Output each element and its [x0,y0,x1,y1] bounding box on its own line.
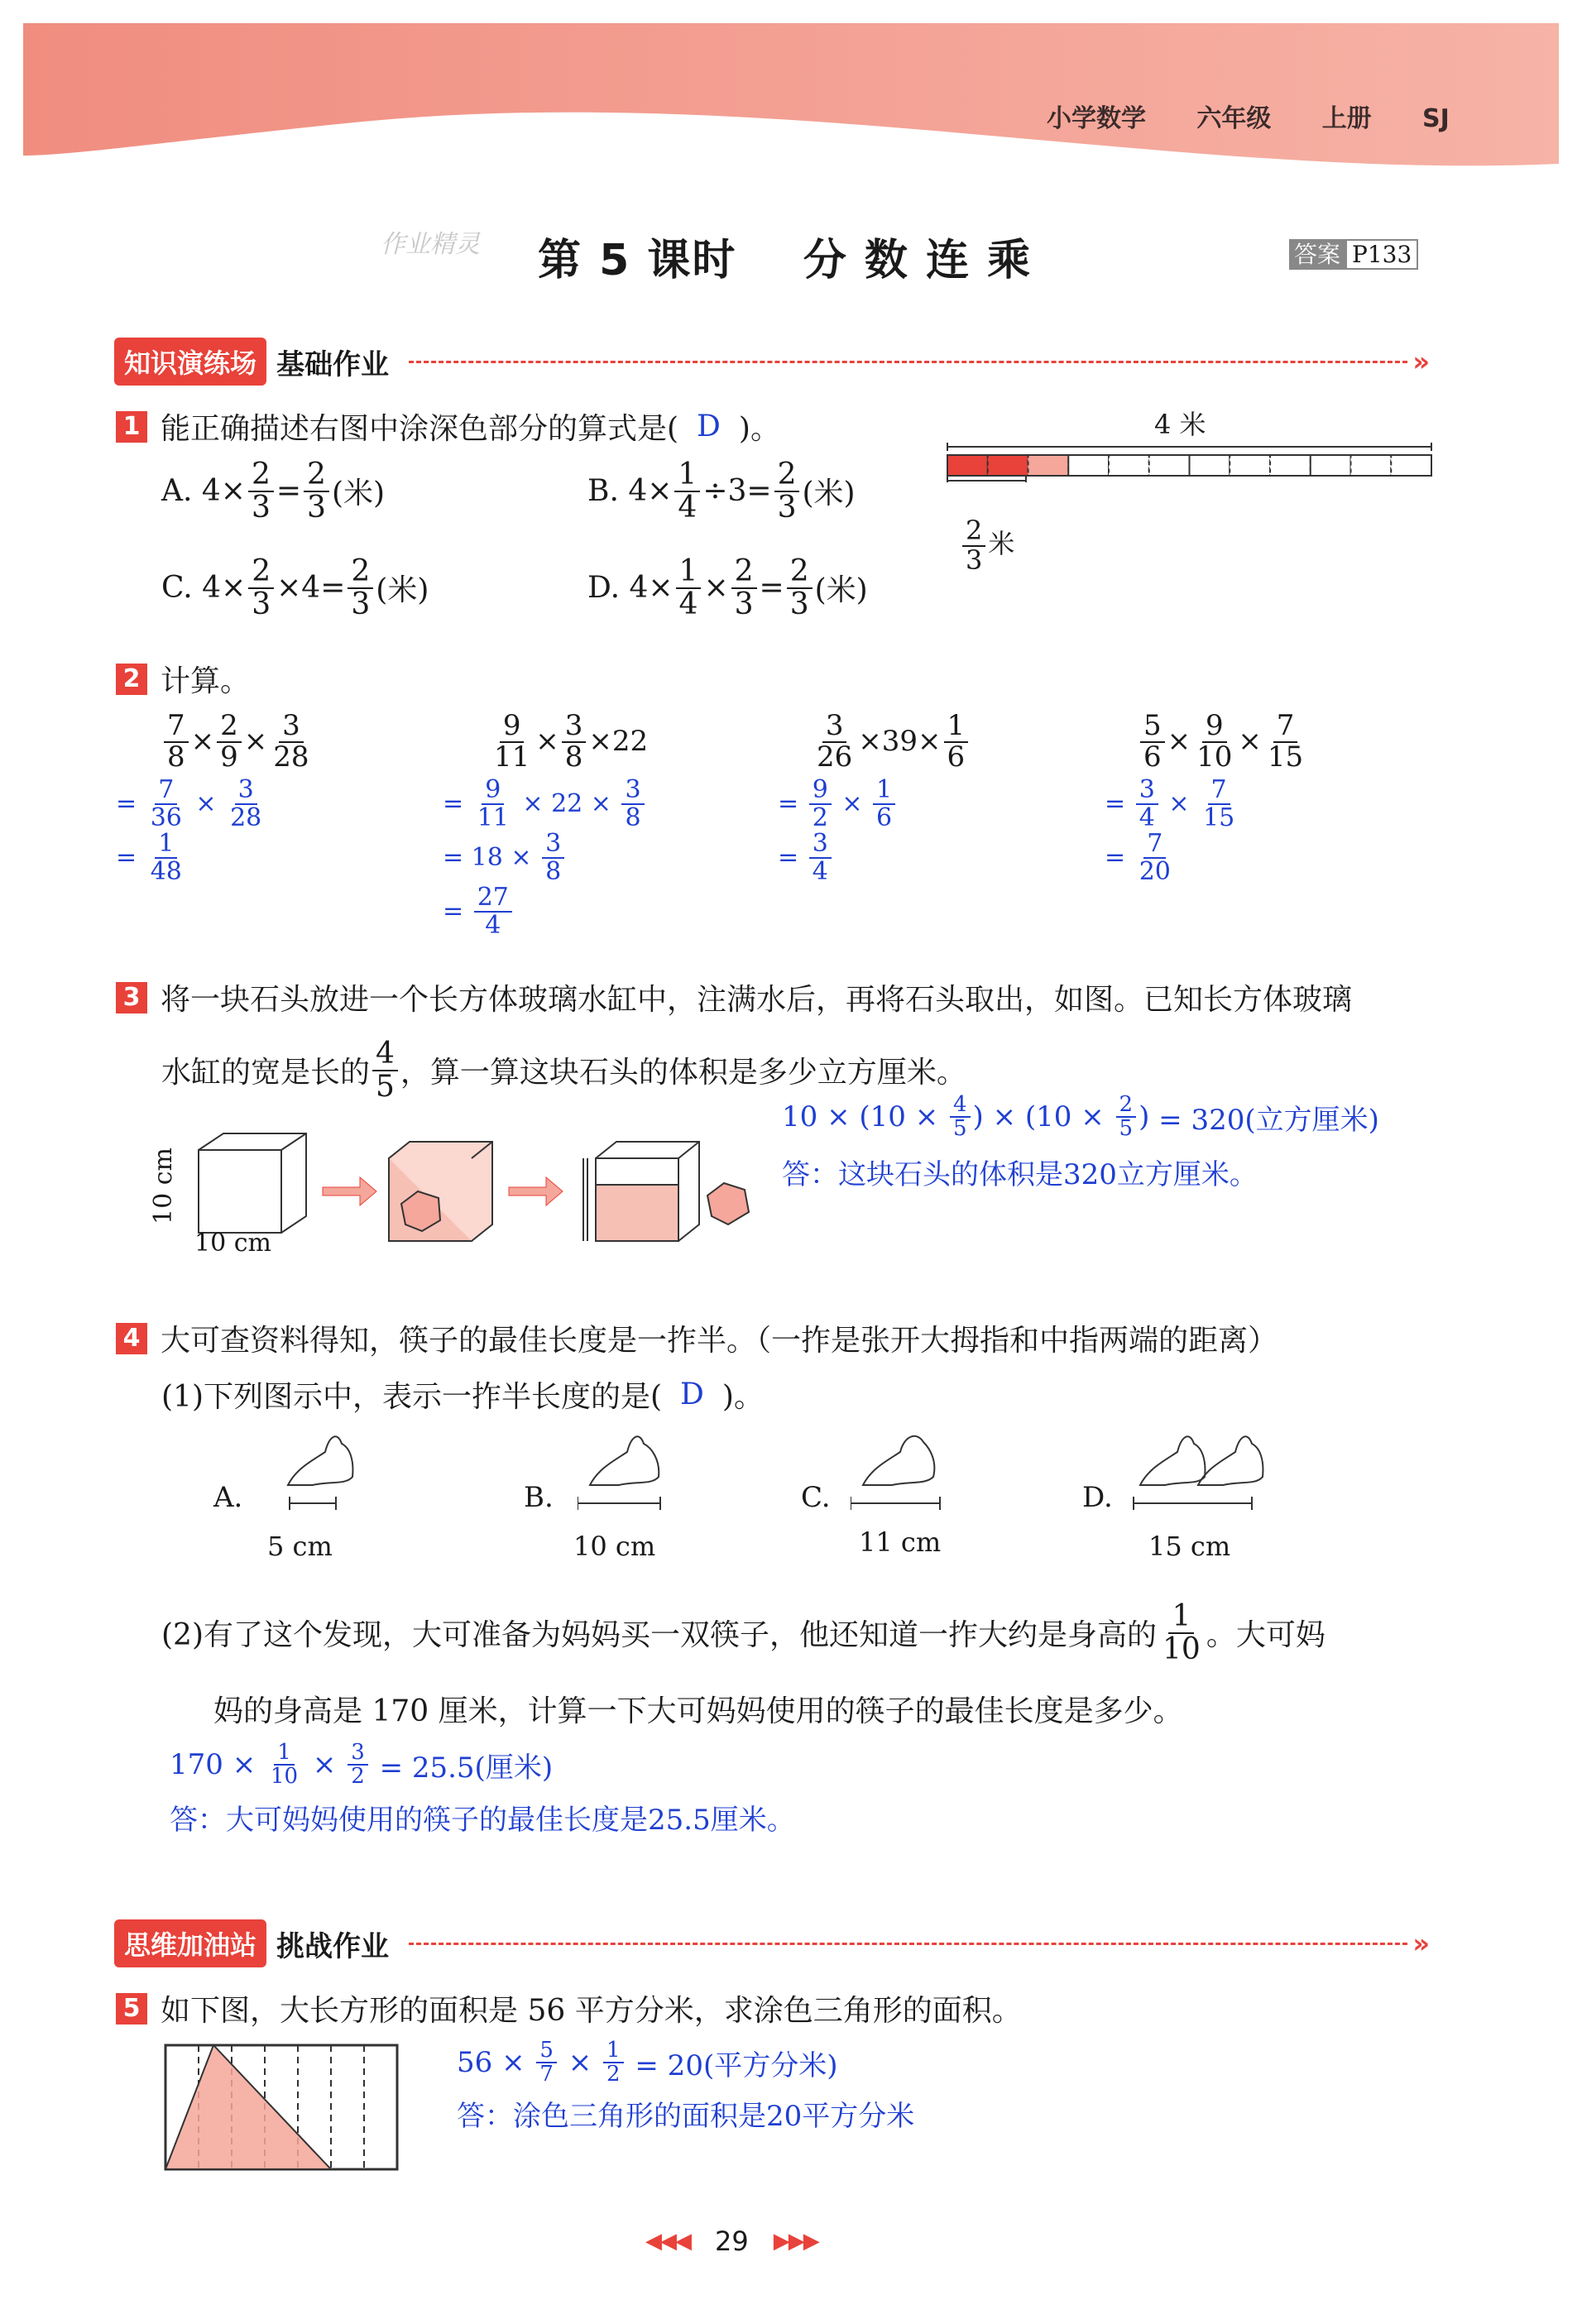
q4-number: 4 [116,1323,147,1354]
q1-option-c: C. 4× $\frac{2}{3}$ ×4= $\frac{2}{3}$ (米) [161,554,429,621]
section-basic [114,338,1430,386]
answer-ref [1289,237,1418,270]
q5-answer-text: 答：涂色三角形的面积是20平方分米 [457,2100,915,2133]
bar-sub-label: $\frac{2}{3}$ 米 [960,517,1014,574]
q4-hand-d-icon [1132,1427,1297,1518]
q4-sub1-text: (1)下列图示中，表示一拃半长度的是( [161,1380,663,1414]
bar-sub-unit: 米 [988,528,1015,560]
q1-unit-c: (米) [376,573,429,608]
q4-stem [116,1317,1278,1359]
bar-cell [988,455,1028,476]
lesson-topic: 分 数 连 乘 [803,236,1033,285]
bar-cell [1230,455,1270,476]
lesson-number: 第 5 课时 [538,236,737,285]
q2-calc-3: $\frac{3}{26}$ ×39× $\frac{1}{6}$ = $\frac{9}{2}$ × $\frac{1}{6}$ = $\frac{3}{4}$ [778,712,971,884]
bar-cell [1149,455,1190,476]
q1-number: 1 [116,411,147,443]
q3-line2-post: ，算一算这块石头的体积是多少立方厘米。 [400,1056,966,1090]
page-title [538,225,1032,287]
next-arrows-icon: ▶▶▶ [773,2229,818,2254]
watermark: 作业精灵 [381,230,480,259]
q2-calc-2: $\frac{9}{11}$ × $\frac{3}{8}$ ×22 = $\frac{9}{11}$ × 22 × $\frac{3}{8}$ = 18 × $\frac{3}{8}$ = $\frac{27}{4}$ [443,709,649,940]
bar-cell [1270,455,1311,476]
q2-number: 2 [116,664,147,695]
q4-choices [213,1427,1496,1568]
q4-result: = 25.5(厘米) [379,1751,554,1785]
q3-stem [116,976,1352,1018]
q3-number: 3 [116,982,147,1013]
bar-length-label: 4 米 [1154,409,1206,440]
q4-choice-c-length: 11 cm [859,1526,942,1558]
q4-sub1 [161,1373,764,1416]
q4-sub1-text-end: )。 [721,1380,764,1414]
q1-unit-d: (米) [814,573,868,608]
section-challenge [114,1919,1430,1967]
section-sub-basic: 基础作业 [276,347,390,381]
q3-line1: 将一块石头放进一个长方体玻璃水缸中，注满水后，再将石头取出，如图。已知长方体玻璃 [161,983,1353,1017]
q4-hand-c-icon [851,1427,966,1518]
q1-unit-a: (米) [331,477,386,511]
bar-cell [947,455,988,476]
q2-calc-1: $\frac{7}{8}$ × $\frac{2}{9}$ × $\frac{3}{28}$ = $\frac{7}{36}$ × $\frac{3}{28}$ = $\frac{1}{48}$ [116,709,309,886]
q5-rectangle-figure [164,2044,404,2176]
q5-stem [116,1987,1022,2029]
section-tag-challenge: 思维加油站 [114,1919,266,1967]
q4-sub2: (2)有了这个发现，大可准备为妈妈买一双筷子，他还知道一拃大约是身高的 $\frac{1}{10}$ 。大可妈 [161,1599,1326,1666]
q4-choice-d-length: 15 cm [1148,1531,1231,1562]
q1-option-a-label: A. [161,474,193,509]
q4-choice-a-length: 5 cm [267,1531,333,1562]
q4-choice-b-length: 10 cm [573,1531,656,1562]
q4-text: 大可查资料得知，筷子的最佳长度是一拃半。（一拃是张开大拇指和中指两端的距离） [161,1324,1278,1358]
bar-cell [1028,455,1069,476]
footer [645,2226,818,2257]
q3-line2-pre: 水缸的宽是长的 [161,1056,371,1090]
bar-cell [1190,455,1230,476]
bar-cell [1109,455,1149,476]
page-number: 29 [715,2226,749,2257]
q3-side-label: 10 cm [149,1148,178,1224]
q5-number: 5 [116,1993,147,2025]
q5-result: = 20(平方分米) [635,2048,838,2082]
bar-cell [1351,455,1392,476]
header-edition: SJ [1422,104,1450,133]
q1-text: 能正确描述右图中涂深色部分的算式是( [161,412,679,446]
arrow-right-icon-2: » [1412,1928,1430,1959]
q4-hand-b-icon [578,1427,693,1518]
header-volume: 上册 [1321,104,1372,133]
q4-hand-a-icon [280,1427,379,1518]
q1-answer: D [697,410,721,443]
q4-answer-text: 答：大可妈妈使用的筷子的最佳长度是25.5厘米。 [170,1804,795,1837]
q3-answer-text: 答：这块石头的体积是320立方厘米。 [782,1158,1258,1191]
q1-unit-b: (米) [802,477,856,511]
q4-sub2-text: (2)有了这个发现，大可准备为妈妈买一双筷子，他还知道一拃大约是身高的 [161,1618,1157,1653]
answer-label: 答案 [1289,239,1345,270]
q1-bar-diagram [943,434,1440,484]
q4-sub1-answer: D [680,1378,704,1411]
q1-text-end: )。 [738,412,780,446]
q4-answer-formula: 170 × $\frac{1}{10}$ × $\frac{3}{2}$ = 25.5(厘米) [170,1740,554,1790]
q2-stem [116,658,250,700]
q3-result: = 320(立方厘米) [1158,1103,1379,1137]
q1-option-c-label: C. [161,571,193,606]
header-info [1047,98,1450,134]
q4-choice-b-label: B. [524,1481,554,1514]
q1-option-b-label: B. [587,474,619,509]
section-sub-challenge: 挑战作业 [276,1929,390,1963]
prev-arrows-icon: ◀◀◀ [645,2229,690,2254]
q4-sub2-text-end: 。大可妈 [1206,1618,1326,1653]
answer-page: P133 [1345,239,1418,270]
arrow-right-icon: » [1412,346,1430,377]
q5-answer-formula: 56 × $\frac{5}{7}$ × $\frac{1}{2}$ = 20(平方分米) [457,2038,838,2087]
q1-option-d-label: D. [587,571,621,606]
bar-cell [1391,455,1431,476]
q1-option-b: B. 4× $\frac{1}{4}$ ÷3= $\frac{2}{3}$ (米) [587,458,856,525]
q1-option-a: A. 4× $\frac{2}{3}$ = $\frac{2}{3}$ (米) [161,458,386,525]
header-grade: 六年级 [1196,104,1272,133]
q2-calc-4: $\frac{5}{6}$ × $\frac{9}{10}$ × $\frac{7}{15}$ = $\frac{3}{4}$ × $\frac{7}{15}$ = $\frac{7}{20}$ [1105,709,1304,886]
q4-choice-a-label: A. [213,1481,243,1514]
bar-cell [1311,455,1351,476]
section-tag-basic: 知识演练场 [114,338,266,386]
q4-choice-d-label: D. [1082,1481,1113,1514]
q3-answer-formula: 10 × (10 × $\frac{4}{5}$ ) × (10 × $\frac{2}{5}$ ) = 320(立方厘米) [782,1092,1379,1142]
q5-text: 如下图，大长方形的面积是 56 平方分米，求涂色三角形的面积。 [161,1994,1022,2028]
q1-stem [116,405,780,448]
q1-option-d: D. 4× $\frac{1}{4}$ × $\frac{2}{3}$ = $\frac{2}{3}$ (米) [587,554,868,621]
bar-cell [1068,455,1109,476]
q4-choice-c-label: C. [801,1481,831,1514]
q2-text: 计算。 [161,664,251,698]
q3-line2: 水缸的宽是长的 $\frac{4}{5}$ ，算一算这块石头的体积是多少立方厘米。 [161,1037,966,1104]
q4-sub2-line2: 妈的身高是 170 厘米，计算一下大可妈妈使用的筷子的最佳长度是多少。 [213,1694,1183,1728]
q3-bottom-label: 10 cm [194,1229,271,1258]
header-subject: 小学数学 [1047,104,1146,133]
